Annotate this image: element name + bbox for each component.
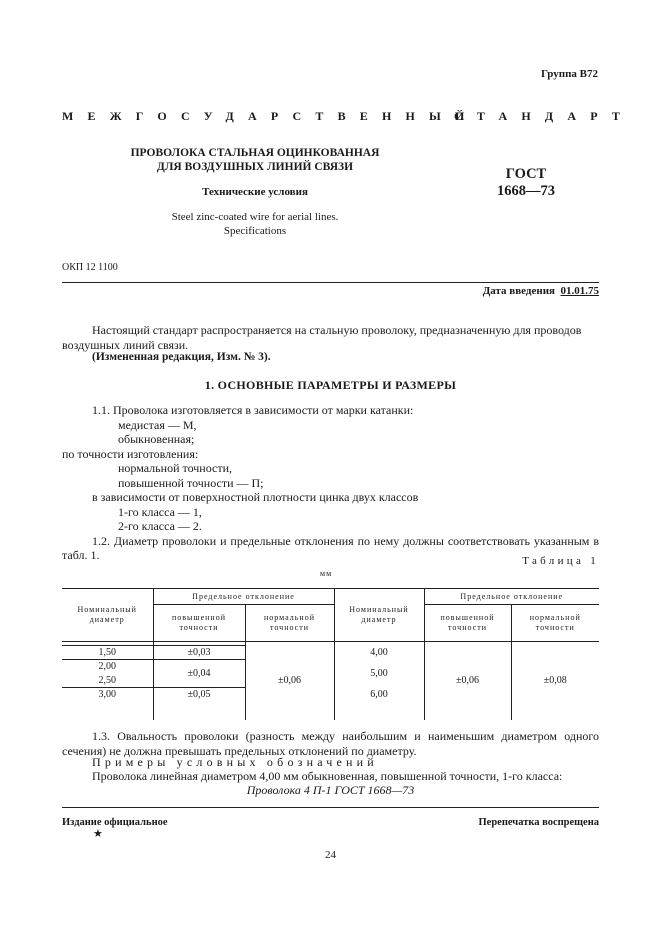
clause-1-1: 1.1. Проволока изготовляется в зависимости от марки катанки:: [92, 403, 414, 417]
gost-label: ГОСТ: [505, 166, 547, 182]
section-body: [62, 403, 599, 563]
list-item: 2-го класса — 2.: [118, 519, 202, 533]
header-increased-accuracy: повышенной точности: [153, 605, 245, 642]
table-cell: 2,00: [62, 660, 153, 674]
table-cell: 2,50: [62, 674, 153, 688]
table-cell: 5,00: [334, 660, 424, 688]
header-nominal-diameter: Номинальный диаметр: [334, 589, 424, 642]
title-line-1: ПРОВОЛОКА СТАЛЬНАЯ ОЦИНКОВАННАЯ: [130, 147, 380, 159]
table-cell: ±0,03: [153, 646, 245, 660]
example-formula: Проволока 4 П-1 ГОСТ 1668—73: [246, 783, 415, 797]
list-item: повышенной точности — П;: [118, 475, 264, 490]
table-unit: мм: [320, 569, 333, 578]
clause-1-3: [62, 729, 599, 758]
page-number: 24: [325, 849, 336, 861]
examples-heading: Примеры условных обозначений: [92, 755, 378, 769]
list-item: 1-го класса — 1,: [118, 504, 202, 519]
title-line-2: ДЛЯ ВОЗДУШНЫХ ЛИНИЙ СВЯЗИ: [156, 161, 354, 173]
star-icon: ★: [93, 828, 103, 840]
header-increased-accuracy: повышенной точности: [424, 605, 511, 642]
english-title-line-1: Steel zinc-coated wire for aerial lines.: [171, 211, 339, 223]
header-deviation: Предельное отклонение: [424, 589, 599, 605]
header-normal-accuracy: нормальной точности: [245, 605, 334, 642]
document-title: [110, 146, 400, 174]
table-cell: ±0,06: [424, 642, 511, 720]
standard-label: СТАНДАРТ: [454, 109, 635, 123]
header-divider: [62, 282, 599, 283]
date-value: 01.01.75: [560, 285, 599, 297]
list-item: нормальной точности,: [118, 461, 233, 475]
group-code: Группа В72: [540, 68, 598, 80]
gost-number: 1668—73: [497, 183, 555, 199]
table-cell: 1,50: [62, 646, 153, 660]
header-nominal-diameter: Номинальный диаметр: [62, 589, 153, 642]
english-title-line-2: Specifications: [223, 225, 287, 237]
intro-paragraph: Настоящий стандарт распространяется на стальную проволоку, предназначенную для проводов воздушных линий связи.: [62, 323, 582, 352]
list-heading: в зависимости от поверхностной плотности цинка двух классов: [92, 490, 419, 504]
header-deviation: Предельное отклонение: [153, 589, 334, 605]
english-title: [110, 210, 400, 238]
example-text: Проволока линейная диаметром 4,00 мм обыкновенная, повышенной точности, 1-го класса:: [92, 769, 563, 783]
reprint-notice: Перепечатка воспрещена: [478, 817, 599, 828]
table-cell: ±0,06: [245, 642, 334, 720]
gost-designation: [476, 166, 576, 200]
table-cell: ±0,04: [153, 660, 245, 688]
official-edition: Издание официальное: [62, 817, 168, 828]
introduction-date: [483, 285, 599, 297]
list-item: обыкновенная;: [118, 432, 195, 446]
list-item: медистая — М,: [118, 417, 197, 432]
document-subtitle: Технические условия: [202, 186, 308, 198]
footer-divider: [62, 807, 599, 808]
clause-1-2: 1.2. Диаметр проволоки и предельные отклонения по нему должны соответствовать указанным в табл. 1.: [62, 533, 599, 562]
table-cell: 6,00: [334, 688, 424, 702]
list-heading: по точности изготовления:: [62, 446, 199, 461]
diameter-table: [62, 588, 599, 720]
okp-code: ОКП 12 1100: [62, 262, 118, 273]
interstate-label: МЕЖГОСУДАРСТВЕННЫЙ: [62, 109, 479, 123]
table-caption: Таблица 1: [522, 555, 599, 567]
section-heading: 1. ОСНОВНЫЕ ПАРАМЕТРЫ И РАЗМЕРЫ: [204, 378, 457, 392]
amendment-note: (Измененная редакция, Изм. № 3).: [92, 351, 271, 363]
table-cell: ±0,05: [153, 688, 245, 702]
date-label: Дата введения: [482, 285, 555, 297]
clause-1-3-text: 1.3. Овальность проволоки (разность между наибольшим и наименьшим диаметром одного сечения) не должна превышать предельных отклонений по диаметру.: [62, 729, 599, 758]
header-normal-accuracy: нормальной точности: [511, 605, 599, 642]
table-cell: 4,00: [334, 646, 424, 660]
table-cell: 3,00: [62, 688, 153, 702]
table-cell: ±0,08: [543, 675, 567, 687]
